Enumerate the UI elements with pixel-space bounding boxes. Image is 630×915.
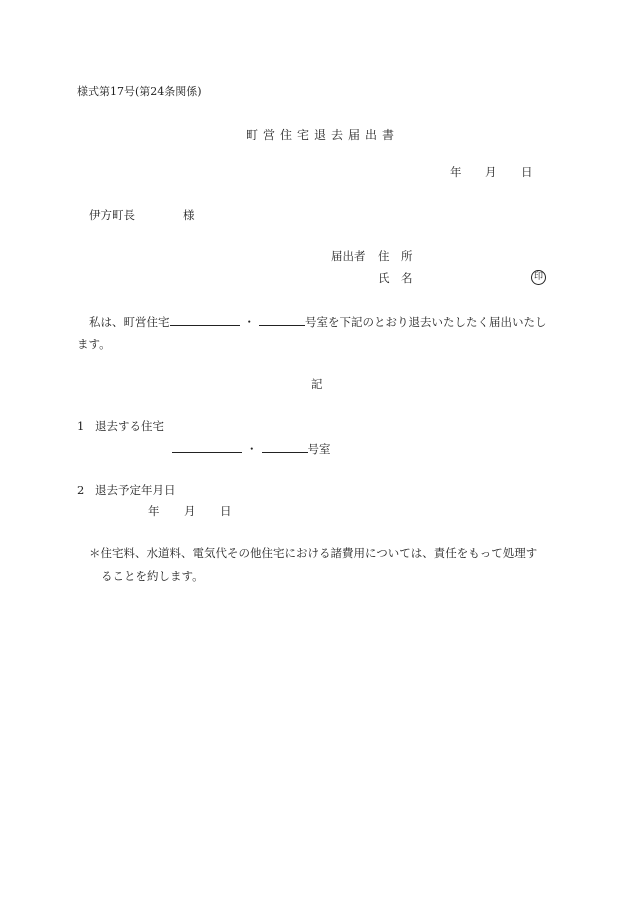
seal-mark: 印	[531, 270, 546, 285]
body-prefix: 私は、町営住宅	[89, 315, 170, 329]
document-title: 町営住宅退去届出書	[246, 128, 400, 142]
item-1-building-blank	[172, 440, 242, 453]
applicant-label: 届出者	[331, 249, 366, 263]
body-line-1	[89, 313, 547, 330]
building-blank	[170, 313, 240, 326]
form-number: 様式第17号(第24条関係)	[77, 85, 202, 98]
date-month: 月	[485, 165, 497, 179]
item-1-line	[172, 440, 331, 457]
item-1-suffix: 号室	[307, 442, 331, 456]
date-year: 年	[450, 165, 462, 179]
applicant-name-label: 氏 名	[378, 271, 413, 285]
body-line-2: ます。	[77, 337, 111, 351]
addressee-honorific: 様	[183, 208, 195, 222]
room-blank	[259, 313, 305, 326]
body-suffix: 号室を下記のとおり退去いたしたく届出いたし	[305, 315, 547, 329]
item-1-number: 1	[77, 419, 85, 433]
date-line	[450, 164, 533, 180]
item-1-room-blank	[262, 440, 308, 453]
body-separator: ・	[243, 315, 255, 329]
item-1-separator: ・	[246, 442, 258, 456]
item-2-label: 退去予定年月日	[95, 483, 176, 497]
note-line-2: ることを約します。	[101, 569, 204, 583]
item-2-day: 日	[220, 504, 232, 518]
ki-heading: 記	[311, 377, 323, 391]
item-2-date	[148, 503, 232, 519]
item-2-month: 月	[184, 504, 196, 518]
note-line-1: ＊住宅料、水道料、電気代その他住宅における諸費用については、責任をもって処理す	[89, 546, 538, 560]
item-1-label: 退去する住宅	[95, 419, 164, 433]
date-day: 日	[521, 165, 533, 179]
addressee-name: 伊方町長	[89, 208, 135, 222]
item-2-number: 2	[77, 483, 85, 497]
applicant-address-label: 住 所	[378, 249, 413, 263]
item-2-year: 年	[148, 504, 160, 518]
